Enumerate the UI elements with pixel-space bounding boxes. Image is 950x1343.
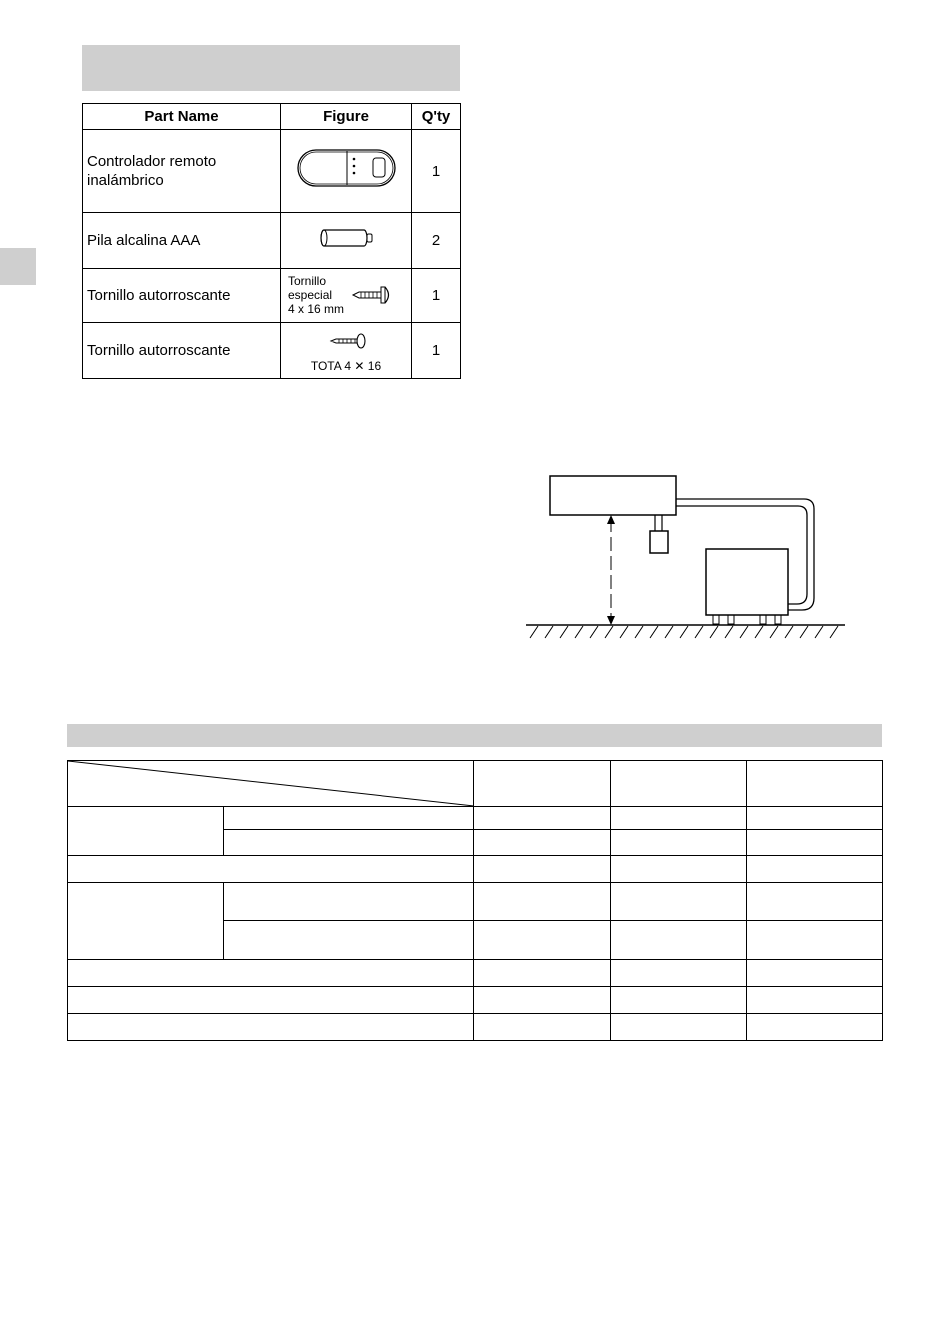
spec-cell <box>611 830 747 856</box>
table-row <box>83 130 461 213</box>
spec-cell <box>474 1014 611 1041</box>
table-row <box>68 807 883 830</box>
pipe-outer <box>676 499 814 610</box>
diagonal-line <box>68 761 474 806</box>
header-part-name: Part Name <box>83 104 281 130</box>
spec-cell <box>224 807 474 830</box>
spec-cell <box>747 987 883 1014</box>
spec-cell <box>611 1014 747 1041</box>
spec-cell <box>68 807 224 856</box>
table-row <box>68 856 883 883</box>
spec-cell <box>474 960 611 987</box>
specifications-table <box>67 760 883 1041</box>
tapping-screw-label: TOTA 4 ✕ 16 <box>310 359 382 373</box>
figure-cell <box>281 130 412 213</box>
spec-cell <box>474 807 611 830</box>
spec-cell <box>747 807 883 830</box>
special-screw-icon <box>351 283 396 307</box>
header-qty: Q'ty <box>412 104 461 130</box>
special-screw-label: Tornillo especial 4 x 16 mm <box>288 274 345 316</box>
accessories-header-row <box>83 104 461 130</box>
spec-col-header <box>611 761 747 807</box>
spec-cell <box>224 921 474 960</box>
battery-icon <box>281 213 412 263</box>
figure-cell <box>281 213 412 269</box>
specifications-title-bar <box>67 724 882 747</box>
part-name-cell <box>83 130 281 213</box>
spec-cell <box>611 987 747 1014</box>
table-row <box>68 883 883 921</box>
spec-cell <box>224 883 474 921</box>
spec-cell <box>68 856 474 883</box>
qty-cell: 1 <box>412 130 461 213</box>
part-name-cell: Tornillo autorroscante <box>83 323 281 379</box>
indoor-unit-shape <box>550 476 676 515</box>
spec-cell <box>747 921 883 960</box>
qty-cell: 2 <box>412 213 461 269</box>
outdoor-unit-shape <box>706 549 788 615</box>
table-row <box>83 323 461 379</box>
part-name-cell: Pila alcalina AAA <box>83 213 281 269</box>
spec-col-header <box>747 761 883 807</box>
accessories-table <box>82 103 461 379</box>
part-name-line-2: inalámbrico <box>87 172 164 189</box>
spec-cell <box>747 960 883 987</box>
spec-cell <box>474 856 611 883</box>
accessories-title-bar <box>82 45 460 91</box>
spec-cell <box>68 883 224 960</box>
spec-cell <box>747 856 883 883</box>
figure-cell <box>281 269 412 323</box>
spec-cell <box>747 883 883 921</box>
spec-col-header <box>474 761 611 807</box>
part-name-cell: Tornillo autorroscante <box>83 269 281 323</box>
figure-cell <box>281 323 412 379</box>
part-name-line-1: Controlador remoto <box>87 153 217 170</box>
installation-diagram <box>520 470 860 650</box>
spec-cell <box>747 830 883 856</box>
spec-corner-cell <box>68 761 474 807</box>
remote-controller-icon <box>281 130 412 207</box>
spec-cell <box>68 1014 474 1041</box>
table-row <box>83 269 461 323</box>
table-row <box>68 960 883 987</box>
spec-cell <box>611 921 747 960</box>
spec-cell <box>611 960 747 987</box>
spec-cell <box>611 883 747 921</box>
header-figure: Figure <box>281 104 412 130</box>
spec-cell <box>474 883 611 921</box>
spec-cell <box>68 960 474 987</box>
drain-box-shape <box>650 531 668 553</box>
qty-cell: 1 <box>412 323 461 379</box>
spec-cell <box>474 921 611 960</box>
spec-cell <box>747 1014 883 1041</box>
page-side-tab <box>0 248 36 285</box>
spec-cell <box>611 807 747 830</box>
spec-cell <box>224 830 474 856</box>
spec-header-row <box>68 761 883 807</box>
qty-cell: 1 <box>412 269 461 323</box>
tapping-screw-icon <box>329 331 369 351</box>
table-row <box>83 213 461 269</box>
table-row <box>68 1014 883 1041</box>
spec-cell <box>474 987 611 1014</box>
spec-cell <box>68 987 474 1014</box>
table-row <box>68 987 883 1014</box>
spec-cell <box>611 856 747 883</box>
spec-cell <box>474 830 611 856</box>
